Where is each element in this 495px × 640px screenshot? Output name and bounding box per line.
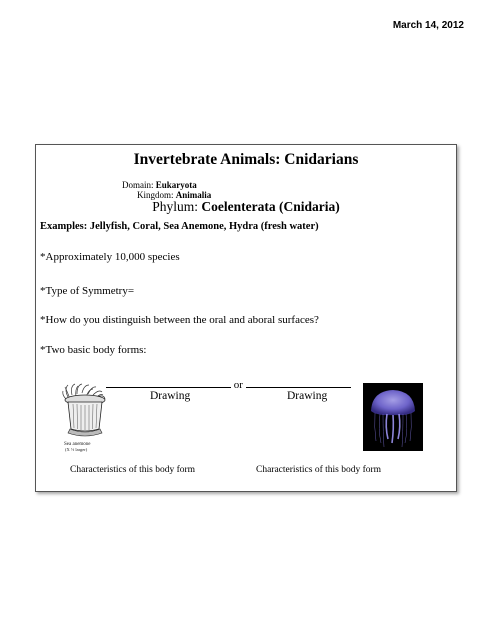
kingdom-label: Kingdom: bbox=[137, 190, 174, 200]
phylum-line bbox=[36, 199, 456, 215]
sea-anemone-illustration bbox=[62, 383, 108, 455]
characteristics-right: Characteristics of this body form bbox=[256, 465, 382, 475]
or-text: or bbox=[233, 379, 243, 391]
examples-line: Examples: Jellyfish, Coral, Sea Anemone, Hydra (fresh water) bbox=[40, 221, 319, 232]
blank-line-right bbox=[246, 378, 351, 388]
phylum-label: Phylum: bbox=[152, 199, 199, 214]
slide-card bbox=[35, 144, 457, 492]
slide-title: Invertebrate Animals: Cnidarians bbox=[133, 151, 359, 168]
anemone-caption-1: Sea anemone bbox=[64, 442, 91, 447]
drawing-label-right: Drawing bbox=[287, 390, 328, 402]
domain-label: Domain: bbox=[122, 180, 154, 190]
domain-value: Eukaryota bbox=[155, 180, 197, 190]
blank-line-left bbox=[106, 378, 231, 388]
page-date: March 14, 2012 bbox=[392, 20, 464, 31]
characteristics-left: Characteristics of this body form bbox=[70, 465, 196, 475]
phylum-value: Coelenterata (Cnidaria) bbox=[201, 199, 340, 214]
drawing-label-left: Drawing bbox=[150, 390, 191, 402]
species-count-line: *Approximately 10,000 species bbox=[40, 251, 180, 263]
anemone-caption-2: (X ½ larger) bbox=[65, 447, 88, 452]
symmetry-question: *Type of Symmetry= bbox=[40, 285, 135, 297]
jellyfish-photo bbox=[363, 383, 423, 451]
domain-line bbox=[122, 180, 197, 190]
kingdom-value: Animalia bbox=[175, 190, 212, 200]
body-forms-line: *Two basic body forms: bbox=[40, 344, 147, 356]
oral-aboral-question: *How do you distinguish between the oral and aboral surfaces? bbox=[40, 314, 319, 326]
